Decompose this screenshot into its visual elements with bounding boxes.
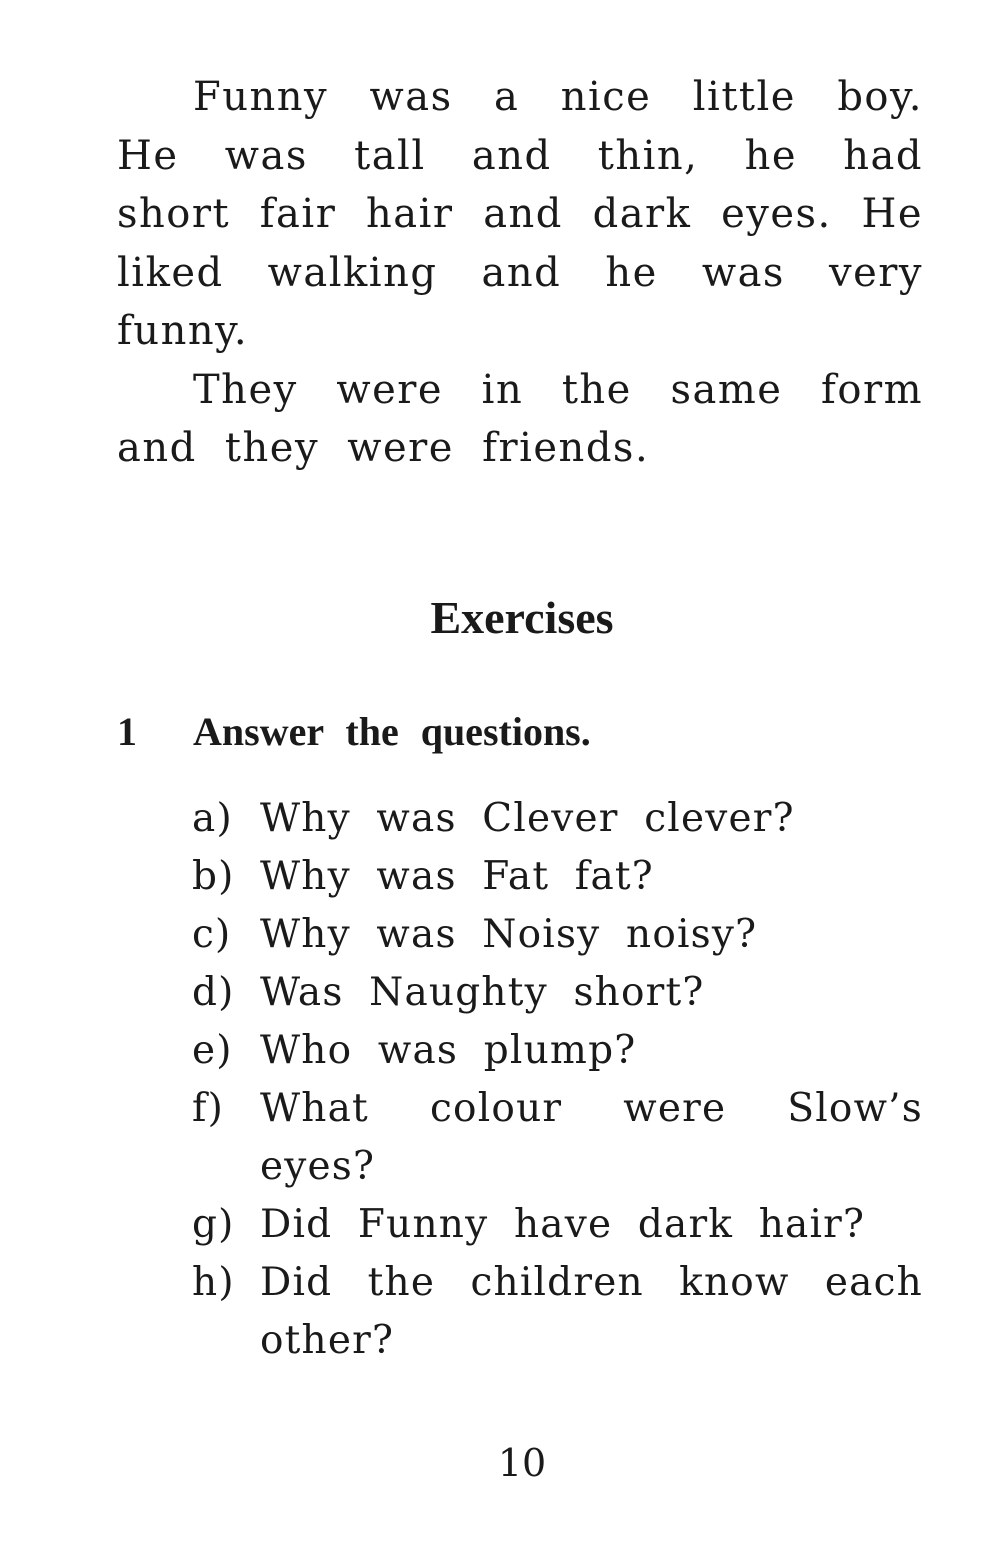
question-marker: d) — [192, 970, 235, 1015]
question-text: Who was plump? — [260, 1028, 637, 1073]
question-text: Was Naughty short? — [260, 970, 705, 1015]
question-text: Did the children know each other? — [260, 1260, 923, 1363]
page-number: 10 — [497, 1441, 547, 1485]
story-paragraph: Funny was a nice little boy. He was tall and thin, he had short fair hair and dark eyes. He liked walking and he was very funny. — [117, 74, 923, 354]
question-text: Why was Noisy noisy? — [260, 912, 758, 957]
question-marker: h) — [192, 1260, 235, 1305]
question-item — [192, 1254, 923, 1370]
question-marker: a) — [192, 796, 233, 841]
question-list — [192, 790, 923, 1370]
question-item — [192, 1022, 923, 1080]
question-item — [192, 964, 923, 1022]
exercise-instruction: Answer the questions. — [193, 709, 591, 754]
question-text: What colour were Slow’s eyes? — [260, 1086, 923, 1189]
story-paragraph: They were in the same form and they were friends. — [117, 366, 923, 471]
question-marker: c) — [192, 912, 232, 957]
question-item — [192, 906, 923, 964]
question-marker: f) — [192, 1086, 225, 1131]
exercise-number: 1 — [117, 709, 137, 754]
exercise-task — [117, 706, 591, 758]
question-marker: e) — [192, 1028, 233, 1073]
section-heading: Exercises — [430, 592, 614, 643]
question-text: Why was Fat fat? — [260, 854, 654, 899]
question-text: Did Funny have dark hair? — [260, 1202, 866, 1247]
question-text: Why was Clever clever? — [260, 796, 795, 841]
question-item — [192, 1080, 923, 1196]
story-text — [117, 68, 923, 478]
question-marker: g) — [192, 1202, 235, 1247]
question-item — [192, 1196, 923, 1254]
question-marker: b) — [192, 854, 235, 899]
question-item — [192, 790, 923, 848]
question-item — [192, 848, 923, 906]
